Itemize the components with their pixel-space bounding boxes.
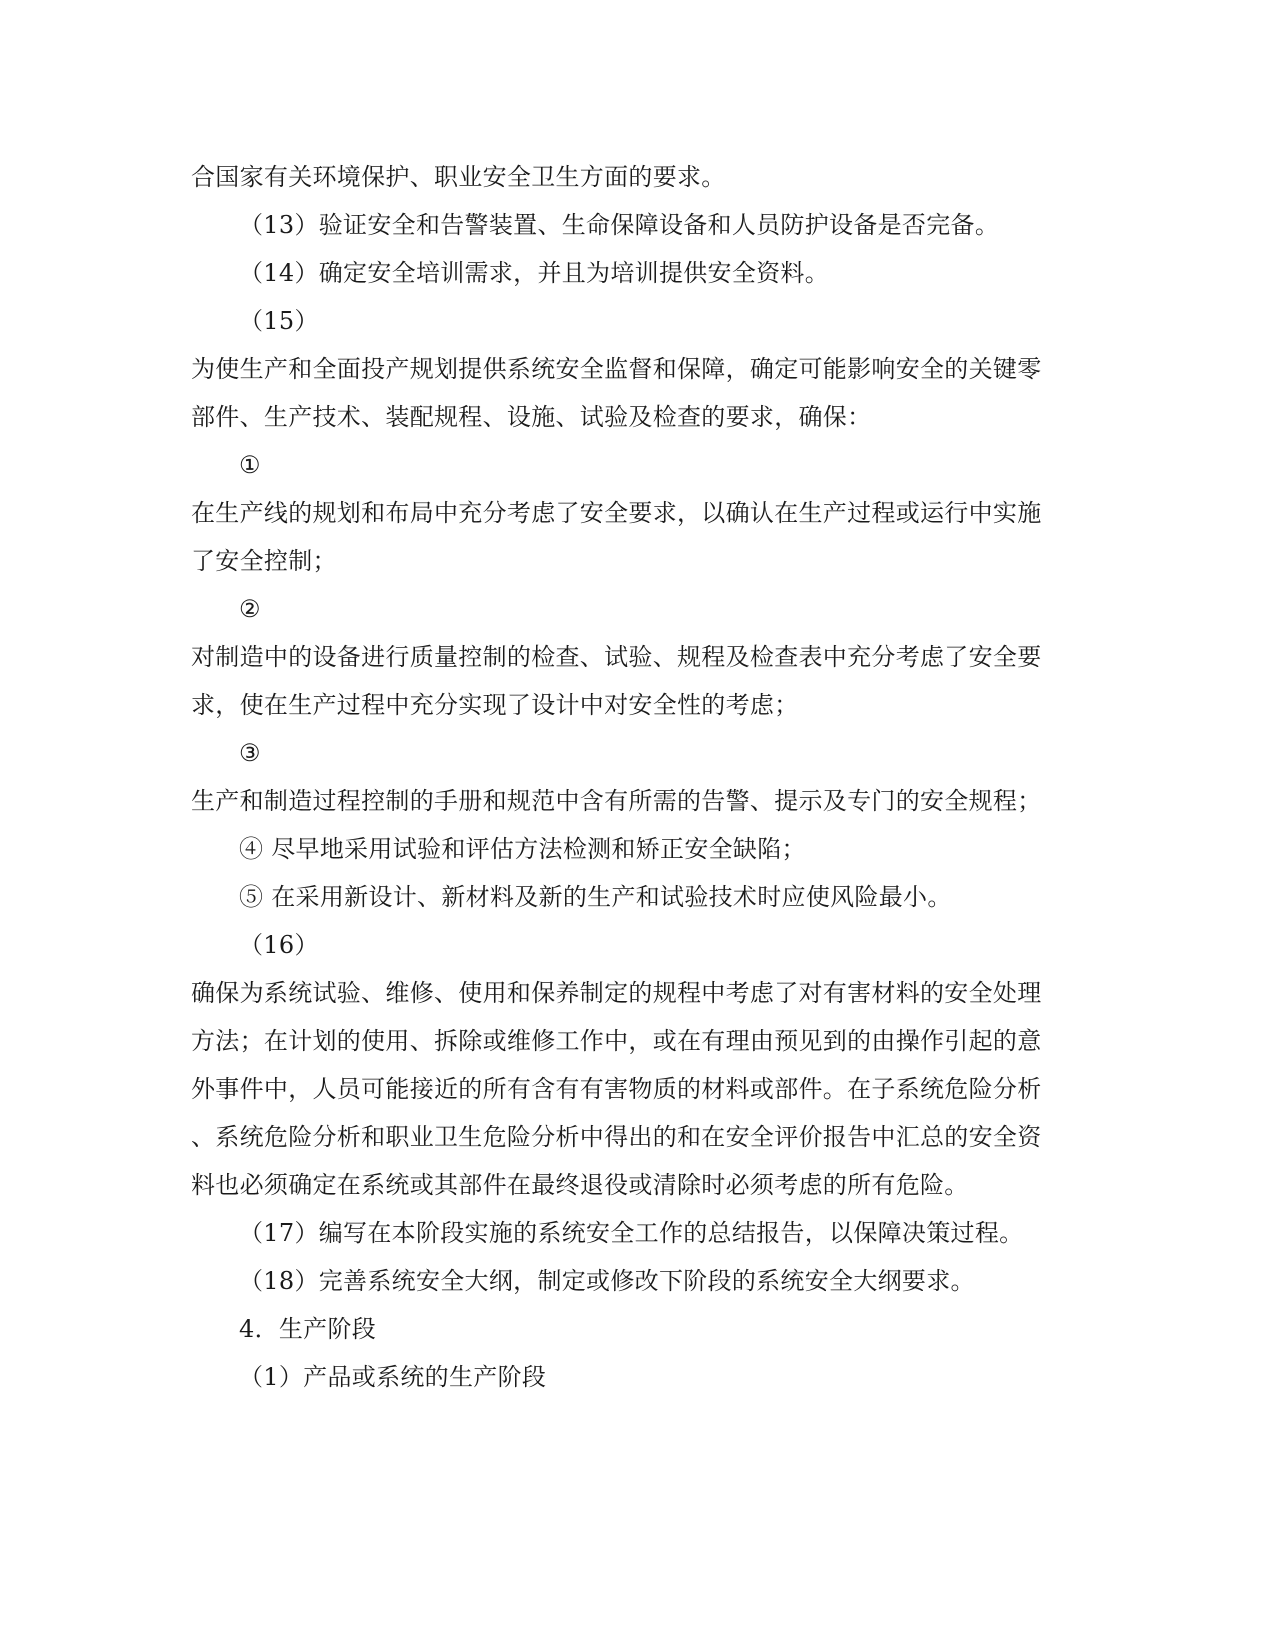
text-line: ⑤ 在采用新设计、新材料及新的生产和试验技术时应使风险最小。 xyxy=(239,883,952,911)
text-line: （15） xyxy=(239,307,319,335)
text-line: ③ xyxy=(239,739,261,767)
text-line: （13）验证安全和告警装置、生命保障设备和人员防护设备是否完备。 xyxy=(239,211,1000,239)
text-line: （17）编写在本阶段实施的系统安全工作的总结报告，以保障决策过程。 xyxy=(239,1219,1024,1247)
text-line: 部件、生产技术、装配规程、设施、试验及检查的要求，确保： xyxy=(191,403,872,431)
text-line: ① xyxy=(239,451,261,479)
text-line: 了安全控制； xyxy=(191,547,337,575)
text-line: 为使生产和全面投产规划提供系统安全监督和保障，确定可能影响安全的关键零 xyxy=(191,355,1042,383)
text-line: （1）产品或系统的生产阶段 xyxy=(239,1363,547,1391)
text-line: 生产和制造过程控制的手册和规范中含有所需的告警、提示及专门的安全规程； xyxy=(191,787,1042,815)
text-line: 求，使在生产过程中充分实现了设计中对安全性的考虑； xyxy=(191,691,799,719)
section-heading: 4．生产阶段 xyxy=(239,1315,377,1343)
text-line: 对制造中的设备进行质量控制的检查、试验、规程及检查表中充分考虑了安全要 xyxy=(191,643,1042,671)
text-line: 合国家有关环境保护、职业安全卫生方面的要求。 xyxy=(191,163,726,191)
text-line: 方法；在计划的使用、拆除或维修工作中，或在有理由预见到的由操作引起的意 xyxy=(191,1027,1042,1055)
text-line: 确保为系统试验、维修、使用和保养制定的规程中考虑了对有害材料的安全处理 xyxy=(191,979,1042,1007)
text-line: （18）完善系统安全大纲，制定或修改下阶段的系统安全大纲要求。 xyxy=(239,1267,975,1295)
document-body xyxy=(191,153,1071,1401)
text-line: （14）确定安全培训需求，并且为培训提供安全资料。 xyxy=(239,259,830,287)
text-line: ② xyxy=(239,595,261,623)
text-line: （16） xyxy=(239,931,319,959)
text-line: 料也必须确定在系统或其部件在最终退役或清除时必须考虑的所有危险。 xyxy=(191,1171,969,1199)
text-line: 外事件中，人员可能接近的所有含有有害物质的材料或部件。在子系统危险分析 xyxy=(191,1075,1042,1103)
text-line: 、系统危险分析和职业卫生危险分析中得出的和在安全评价报告中汇总的安全资 xyxy=(191,1123,1042,1151)
text-line: 在生产线的规划和布局中充分考虑了安全要求，以确认在生产过程或运行中实施 xyxy=(191,499,1042,527)
text-line: ④ 尽早地采用试验和评估方法检测和矫正安全缺陷； xyxy=(239,835,806,863)
